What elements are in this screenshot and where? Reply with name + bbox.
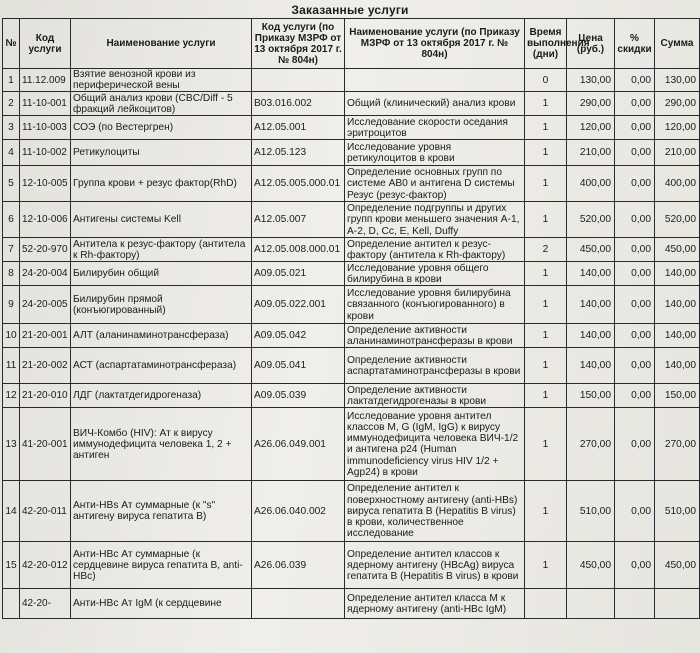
header-sum: Сумма <box>655 19 700 69</box>
row-time <box>525 589 567 619</box>
row-price: 510,00 <box>567 481 615 542</box>
table-row <box>3 116 700 140</box>
row-code: 21-20-010 <box>20 384 71 408</box>
row-mz-name: Определение активности аспартатаминотрансферазы в крови <box>345 348 525 384</box>
row-mz-code: A09.05.041 <box>252 348 345 384</box>
header-name: Наименование услуги <box>71 19 252 69</box>
row-sum: 140,00 <box>655 324 700 348</box>
row-price: 140,00 <box>567 348 615 384</box>
row-mz-name: Исследование уровня ретикулоцитов в крови <box>345 140 525 166</box>
row-name: Антитела к резус-фактору (антитела к Rh-фактору) <box>71 238 252 262</box>
table-row <box>3 589 700 619</box>
row-sum <box>655 589 700 619</box>
header-price: Цена (руб.) <box>567 19 615 69</box>
row-code: 42-20-012 <box>20 542 71 589</box>
row-mz-code: A09.05.021 <box>252 262 345 286</box>
row-name: СОЭ (по Вестергрен) <box>71 116 252 140</box>
row-name: АЛТ (аланинаминотрансфераза) <box>71 324 252 348</box>
row-mz-name: Определение основных групп по системе AB0 и антигена D системы Резус (резус-фактор) <box>345 166 525 202</box>
row-name: ЛДГ (лактатдегидрогеназа) <box>71 384 252 408</box>
row-num: 12 <box>3 384 20 408</box>
row-num: 14 <box>3 481 20 542</box>
row-discount: 0,00 <box>615 262 655 286</box>
row-price: 140,00 <box>567 262 615 286</box>
row-time: 1 <box>525 324 567 348</box>
header-mz-name: Наименование услуги (по Приказу МЗРФ от 13 октября 2017 г. № 804н) <box>345 19 525 69</box>
row-mz-name: Определение антител классов к ядерному антигену (HBcAg) вируса гепатита B (Hepatitis B virus) в крови <box>345 542 525 589</box>
row-price: 120,00 <box>567 116 615 140</box>
row-mz-name: Исследование уровня общего билирубина в крови <box>345 262 525 286</box>
row-mz-code: A12.05.008.000.01 <box>252 238 345 262</box>
row-name: Билирубин общий <box>71 262 252 286</box>
row-num: 15 <box>3 542 20 589</box>
row-mz-name <box>345 69 525 92</box>
row-discount <box>615 589 655 619</box>
row-mz-name: Определение антител к поверхностному антигену (anti-HBs) вируса гепатита B (Hepatitis B virus) в крови, количественное исследование <box>345 481 525 542</box>
row-time: 1 <box>525 384 567 408</box>
row-sum: 510,00 <box>655 481 700 542</box>
table-row <box>3 286 700 324</box>
row-mz-code: A26.06.049.001 <box>252 408 345 481</box>
table-row <box>3 324 700 348</box>
row-code: 11-10-002 <box>20 140 71 166</box>
row-name: АСТ (аспартатаминотрансфераза) <box>71 348 252 384</box>
row-sum: 270,00 <box>655 408 700 481</box>
row-price <box>567 589 615 619</box>
header-time: Время выполнения (дни) <box>525 19 567 69</box>
table-row <box>3 140 700 166</box>
row-name: Анти-HBs Ат суммарные (к "s" антигену вируса гепатита B) <box>71 481 252 542</box>
row-num: 9 <box>3 286 20 324</box>
row-code: 21-20-002 <box>20 348 71 384</box>
document-title: Заказанные услуги <box>291 3 409 17</box>
row-num: 4 <box>3 140 20 166</box>
row-sum: 520,00 <box>655 202 700 238</box>
row-mz-name: Общий (клинический) анализ крови <box>345 92 525 116</box>
row-code: 12-10-006 <box>20 202 71 238</box>
row-name: Билирубин прямой (конъюгированный) <box>71 286 252 324</box>
row-time: 1 <box>525 116 567 140</box>
row-name: Взятие венозной крови из периферической вены <box>71 69 252 92</box>
header-code: Код услуги <box>20 19 71 69</box>
row-num: 2 <box>3 92 20 116</box>
row-num: 11 <box>3 348 20 384</box>
row-mz-code: B03.016.002 <box>252 92 345 116</box>
row-num: 5 <box>3 166 20 202</box>
row-code: 11.12.009 <box>20 69 71 92</box>
row-mz-code: A12.05.123 <box>252 140 345 166</box>
row-num <box>3 589 20 619</box>
row-code: 52-20-970 <box>20 238 71 262</box>
row-code: 42-20-011 <box>20 481 71 542</box>
row-code: 24-20-004 <box>20 262 71 286</box>
table-row <box>3 262 700 286</box>
row-sum: 450,00 <box>655 238 700 262</box>
row-sum: 210,00 <box>655 140 700 166</box>
row-mz-code: A12.05.007 <box>252 202 345 238</box>
row-price: 150,00 <box>567 384 615 408</box>
row-sum: 140,00 <box>655 348 700 384</box>
row-mz-name: Определение антител класса M к ядерному антигену (anti-HBc IgM) <box>345 589 525 619</box>
row-sum: 120,00 <box>655 116 700 140</box>
row-price: 290,00 <box>567 92 615 116</box>
row-discount: 0,00 <box>615 348 655 384</box>
row-price: 140,00 <box>567 286 615 324</box>
table-row <box>3 542 700 589</box>
row-mz-code: A26.06.039 <box>252 542 345 589</box>
row-time: 1 <box>525 262 567 286</box>
row-name: Общий анализ крови (CBC/Diff - 5 фракций лейкоцитов) <box>71 92 252 116</box>
row-time: 1 <box>525 140 567 166</box>
table-row <box>3 238 700 262</box>
row-code: 24-20-005 <box>20 286 71 324</box>
row-sum: 140,00 <box>655 262 700 286</box>
row-discount: 0,00 <box>615 69 655 92</box>
table-row <box>3 69 700 92</box>
row-mz-code <box>252 69 345 92</box>
row-time: 1 <box>525 348 567 384</box>
row-price: 520,00 <box>567 202 615 238</box>
row-mz-code: A12.05.001 <box>252 116 345 140</box>
row-mz-code: A26.06.040.002 <box>252 481 345 542</box>
row-code: 12-10-005 <box>20 166 71 202</box>
row-discount: 0,00 <box>615 408 655 481</box>
row-discount: 0,00 <box>615 202 655 238</box>
row-sum: 400,00 <box>655 166 700 202</box>
row-time: 1 <box>525 286 567 324</box>
row-mz-code <box>252 589 345 619</box>
row-price: 210,00 <box>567 140 615 166</box>
row-discount: 0,00 <box>615 324 655 348</box>
header-discount: % скидки <box>615 19 655 69</box>
row-mz-name: Исследование уровня билирубина связанного (конъюгированного) в крови <box>345 286 525 324</box>
row-name: Анти-HBc Ат IgM (к сердцевине <box>71 589 252 619</box>
row-code: 41-20-001 <box>20 408 71 481</box>
row-name: Группа крови + резус фактор(RhD) <box>71 166 252 202</box>
row-sum: 150,00 <box>655 384 700 408</box>
row-discount: 0,00 <box>615 384 655 408</box>
row-code: 21-20-001 <box>20 324 71 348</box>
row-sum: 450,00 <box>655 542 700 589</box>
row-sum: 290,00 <box>655 92 700 116</box>
row-num: 10 <box>3 324 20 348</box>
row-time: 0 <box>525 69 567 92</box>
row-discount: 0,00 <box>615 92 655 116</box>
row-time: 1 <box>525 166 567 202</box>
row-mz-name: Исследование скорости оседания эритроцитов <box>345 116 525 140</box>
row-price: 140,00 <box>567 324 615 348</box>
row-discount: 0,00 <box>615 166 655 202</box>
row-discount: 0,00 <box>615 481 655 542</box>
row-mz-code: A09.05.022.001 <box>252 286 345 324</box>
row-discount: 0,00 <box>615 542 655 589</box>
row-price: 450,00 <box>567 542 615 589</box>
row-num: 3 <box>3 116 20 140</box>
row-discount: 0,00 <box>615 238 655 262</box>
table-row <box>3 481 700 542</box>
header-mz-code: Код услуги (по Приказу МЗРФ от 13 октября 2017 г. № 804н) <box>252 19 345 69</box>
row-time: 1 <box>525 202 567 238</box>
row-mz-code: A09.05.039 <box>252 384 345 408</box>
row-time: 1 <box>525 92 567 116</box>
row-time: 2 <box>525 238 567 262</box>
table-row <box>3 166 700 202</box>
row-mz-name: Исследование уровня антител классов M, G (IgM, IgG) к вирусу иммунодефицита человека ВИЧ-1/2 и антигена p24 (Human immunodeficiency virus HIV 1/2 + Agp24) в крови <box>345 408 525 481</box>
table-row <box>3 92 700 116</box>
row-name: Анти-HBc Ат суммарные (к сердцевине вируса гепатита B, anti-HBc) <box>71 542 252 589</box>
row-price: 130,00 <box>567 69 615 92</box>
row-mz-name: Определение активности лактатдегидрогеназы в крови <box>345 384 525 408</box>
row-num: 13 <box>3 408 20 481</box>
row-code: 42-20- <box>20 589 71 619</box>
header-num: № <box>3 19 20 69</box>
row-sum: 140,00 <box>655 286 700 324</box>
row-mz-name: Определение активности аланинаминотрансферазы в крови <box>345 324 525 348</box>
table-row <box>3 202 700 238</box>
row-name: ВИЧ-Комбо (HIV): Ат к вирусу иммунодефицита человека 1, 2 + антиген <box>71 408 252 481</box>
table-row <box>3 384 700 408</box>
header-row <box>3 19 700 69</box>
row-name: Ретикулоциты <box>71 140 252 166</box>
row-mz-name: Определение антител к резус-фактору (антитела к Rh-фактору) <box>345 238 525 262</box>
table-row <box>3 408 700 481</box>
services-table <box>2 18 700 619</box>
row-time: 1 <box>525 542 567 589</box>
row-time: 1 <box>525 481 567 542</box>
row-mz-name: Определение подгруппы и других групп крови меньшего значения A-1, A-2, D, Cc, E, Kell, Duffy <box>345 202 525 238</box>
row-price: 400,00 <box>567 166 615 202</box>
row-discount: 0,00 <box>615 140 655 166</box>
row-mz-code: A12.05.005.000.01 <box>252 166 345 202</box>
row-price: 270,00 <box>567 408 615 481</box>
row-price: 450,00 <box>567 238 615 262</box>
row-sum: 130,00 <box>655 69 700 92</box>
row-num: 1 <box>3 69 20 92</box>
row-discount: 0,00 <box>615 286 655 324</box>
row-time: 1 <box>525 408 567 481</box>
row-num: 8 <box>3 262 20 286</box>
row-code: 11-10-003 <box>20 116 71 140</box>
row-name: Антигены системы Kell <box>71 202 252 238</box>
row-num: 7 <box>3 238 20 262</box>
row-num: 6 <box>3 202 20 238</box>
row-discount: 0,00 <box>615 116 655 140</box>
table-row <box>3 348 700 384</box>
row-code: 11-10-001 <box>20 92 71 116</box>
row-mz-code: A09.05.042 <box>252 324 345 348</box>
